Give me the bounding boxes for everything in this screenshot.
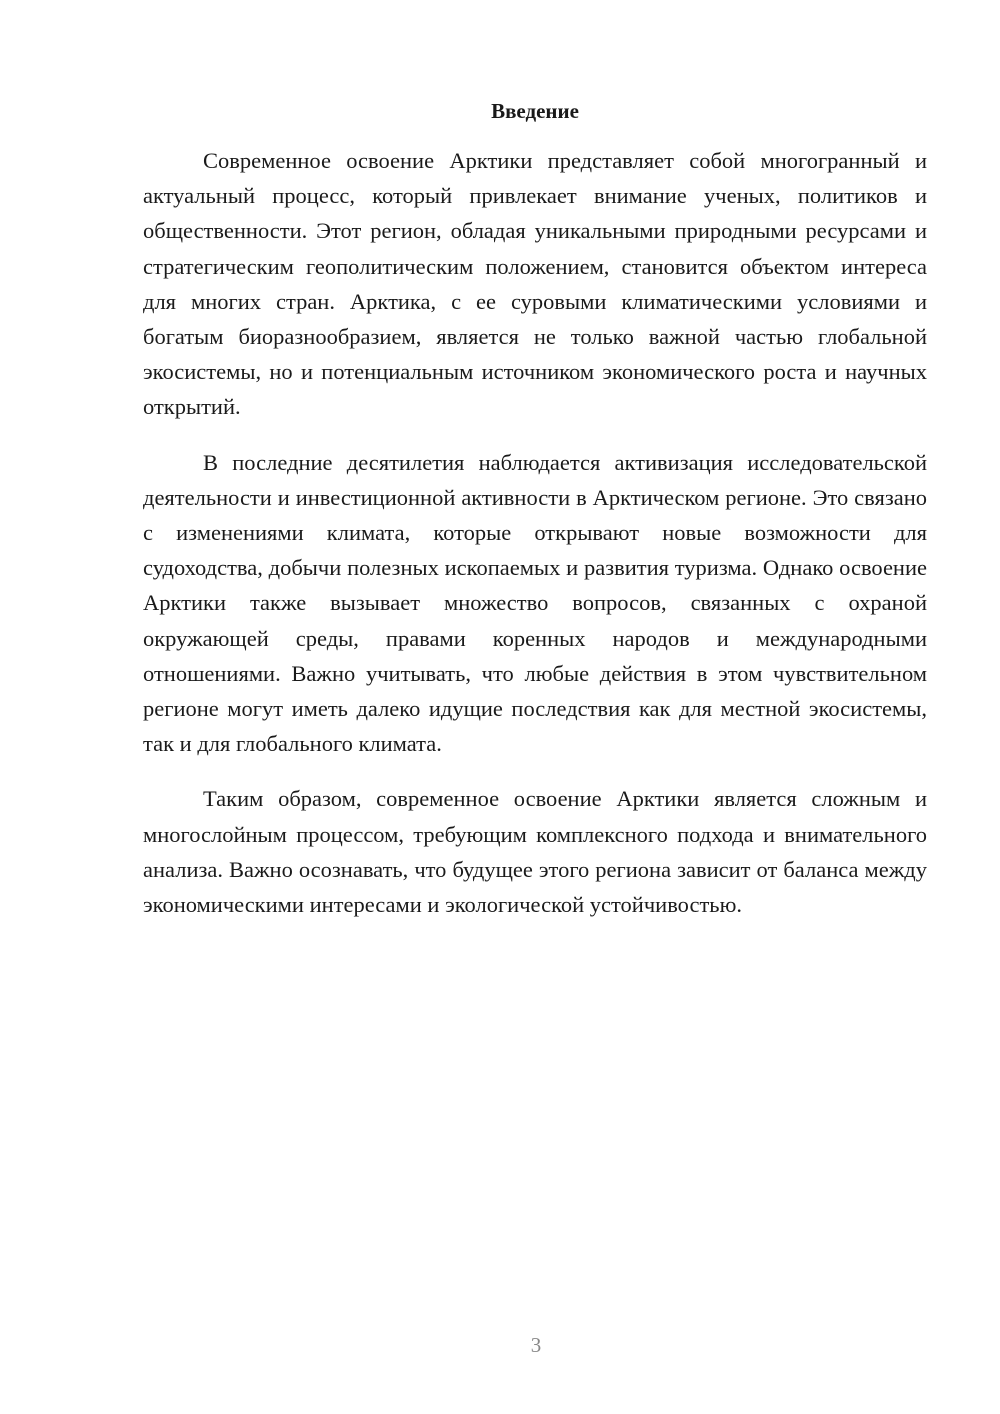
paragraph-2: В последние десятилетия наблюдается активизация исследовательской деятельности и инвестиционной активности в Арктическом регионе. Это связано с изменениями климата, которые открывают новые возможности для судоходства, добычи полезных ископаемых и развития туризма. Однако освоение Арктики также вызывает множество вопросов, связанных с охраной окружающей среды, правами коренных народов и международными отношениями. Важно учитывать, что любые действия в этом чувствительном регионе могут иметь далеко идущие последствия как для местной экосистемы, так и для глобального климата. <box>143 449 927 757</box>
page-number: 3 <box>530 1333 542 1357</box>
paragraph-1: Современное освоение Арктики представляет собой многогранный и актуальный процесс, который привлекает внимание ученых, политиков и общественности. Этот регион, обладая уникальными природными ресурсами и стратегическим геополитическим положением, становится объектом интереса для многих стран. Арктика, с ее суровыми климатическими условиями и богатым биоразнообразием, является не только важной частью глобальной экосистемы, но и потенциальным источником экономического роста и научных открытий. <box>143 148 927 420</box>
body-text <box>143 143 927 942</box>
paragraph-3: Таким образом, современное освоение Арктики является сложным и многослойным процессом, требующим комплексного подхода и внимательного анализа. Важно осознавать, что будущее этого региона зависит от баланса между экономическими интересами и экологической устойчивостью. <box>143 786 927 918</box>
section-title: Введение <box>491 99 579 123</box>
